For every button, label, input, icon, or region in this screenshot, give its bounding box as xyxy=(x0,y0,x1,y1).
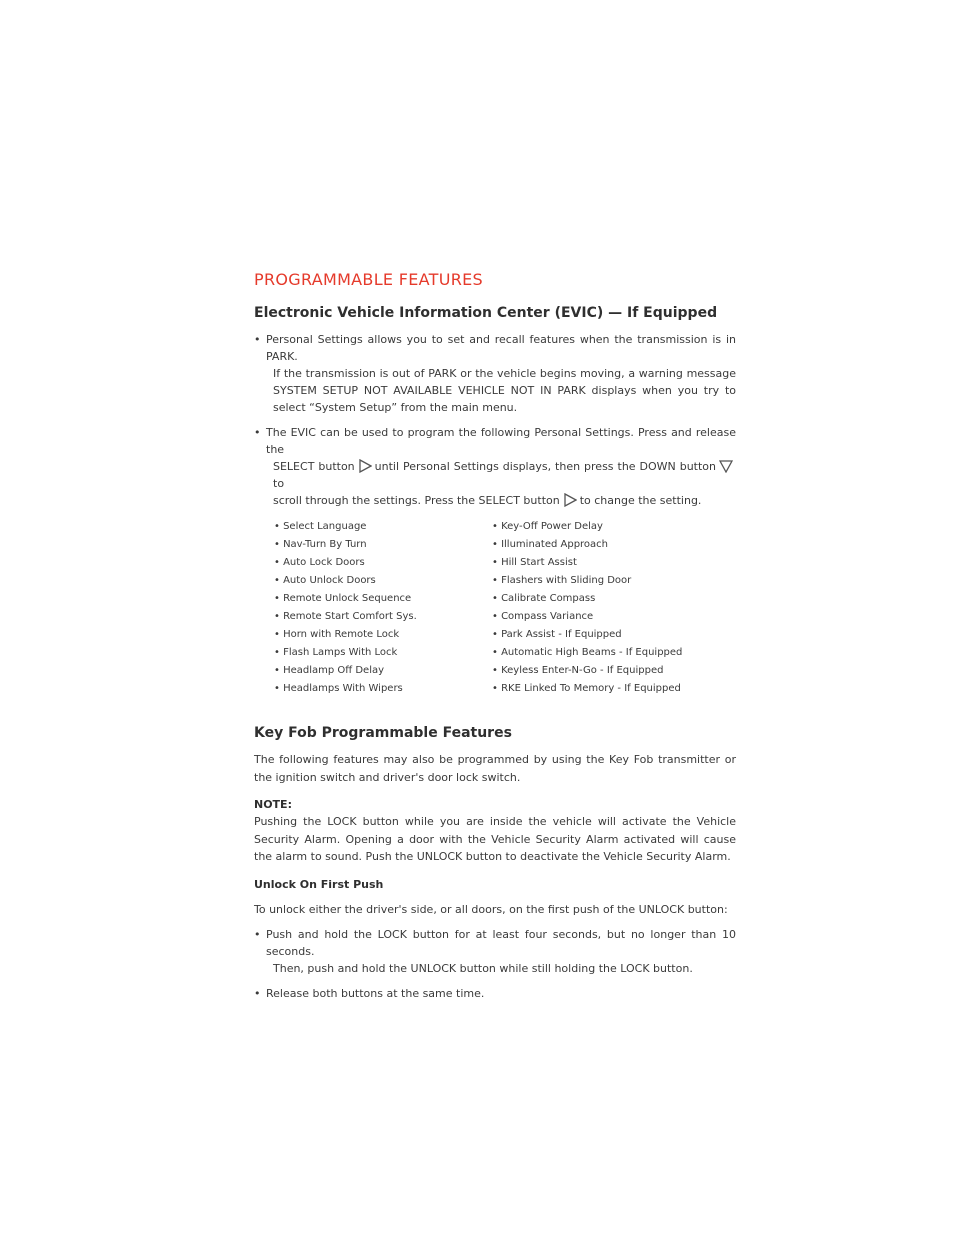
bullet-text-rest: Then, push and hold the UNLOCK button while still holding the LOCK button. xyxy=(273,962,693,975)
list-item: • RKE Linked To Memory - If Equipped xyxy=(492,683,681,694)
select-button-icon xyxy=(563,493,577,507)
bullet-text-first: The EVIC can be used to program the following Personal Settings. Press and release the xyxy=(266,426,736,456)
list-item: • Horn with Remote Lock xyxy=(274,629,400,640)
bullet-text: scroll through the settings. Press the SELECT button xyxy=(273,494,560,507)
list-item: • Remote Unlock Sequence xyxy=(274,593,412,604)
list-item: • Compass Variance xyxy=(492,611,594,622)
down-button-icon xyxy=(719,459,733,473)
evic-bullet-personal-settings xyxy=(254,331,736,416)
list-item: • Keyless Enter-N-Go - If Equipped xyxy=(492,665,664,676)
list-item: • Remote Start Comfort Sys. xyxy=(274,611,417,622)
bullet-line-3 xyxy=(266,492,736,509)
bullet-text-rest: If the transmission is out of PARK or the vehicle begins moving, a warning message SYSTEM SETUP NOT AVAILABLE VEHICLE NOT IN PARK displays when you try to select “System Setup” from the main menu. xyxy=(273,367,736,414)
unlock-first-push-heading: Unlock On First Push xyxy=(254,877,384,891)
bullet-dot: • xyxy=(254,987,261,1000)
bullet-dot: • xyxy=(254,333,261,346)
bullet-text: until Personal Settings displays, then press the DOWN button xyxy=(374,460,716,473)
step-release xyxy=(254,985,736,1002)
note-label: NOTE: xyxy=(254,798,292,811)
evic-bullet-program xyxy=(254,424,736,509)
bullet-line-2 xyxy=(266,458,736,492)
list-item: • Auto Unlock Doors xyxy=(274,575,376,586)
list-item: • Park Assist - If Equipped xyxy=(492,629,622,640)
select-button-icon xyxy=(358,459,372,473)
bullet-text: to xyxy=(273,477,285,490)
list-item: • Key-Off Power Delay xyxy=(492,521,603,532)
list-item: • Headlamp Off Delay xyxy=(274,665,385,676)
unlock-first-push-intro: To unlock either the driver's side, or all doors, on the first push of the UNLOCK button: xyxy=(254,902,728,916)
list-item: • Illuminated Approach xyxy=(492,539,609,550)
list-item: • Hill Start Assist xyxy=(492,557,577,568)
step-push-hold xyxy=(254,926,736,977)
list-item: • Flashers with Sliding Door xyxy=(492,575,632,586)
personal-settings-list xyxy=(254,518,736,698)
keyfob-heading: Key Fob Programmable Features xyxy=(254,725,512,741)
page-content xyxy=(254,268,736,1002)
bullet-dot: • xyxy=(254,928,261,941)
list-item: • Flash Lamps With Lock xyxy=(274,647,398,658)
bullet-text-first: Push and hold the LOCK button for at least four seconds, but no longer than 10 seconds. xyxy=(266,928,736,958)
list-item: • Nav-Turn By Turn xyxy=(274,539,367,550)
section-title: PROGRAMMABLE FEATURES xyxy=(254,270,483,289)
list-item: • Calibrate Compass xyxy=(492,593,596,604)
list-item: • Automatic High Beams - If Equipped xyxy=(492,647,683,658)
bullet-text-first: Personal Settings allows you to set and recall features when the transmission is in PARK. xyxy=(266,333,736,363)
bullet-text-first: Release both buttons at the same time. xyxy=(266,987,485,1000)
list-item: • Headlamps With Wipers xyxy=(274,683,403,694)
keyfob-intro: The following features may also be programmed by using the Key Fob transmitter or the ignition switch and driver's door lock switch. xyxy=(254,753,736,784)
bullet-text: SELECT button xyxy=(273,460,355,473)
bullet-text: to change the setting. xyxy=(579,494,702,507)
list-item: • Select Language xyxy=(274,521,367,532)
note-text: Pushing the LOCK button while you are inside the vehicle will activate the Vehicle Security Alarm. Opening a door with the Vehicle Security Alarm activated will cause the alarm to sound. Push the UNLOCK button to deactivate the Vehicle Security Alarm. xyxy=(254,815,736,863)
list-item: • Auto Lock Doors xyxy=(274,557,365,568)
evic-heading: Electronic Vehicle Information Center (EVIC) — If Equipped xyxy=(254,305,718,321)
bullet-dot: • xyxy=(254,426,261,439)
